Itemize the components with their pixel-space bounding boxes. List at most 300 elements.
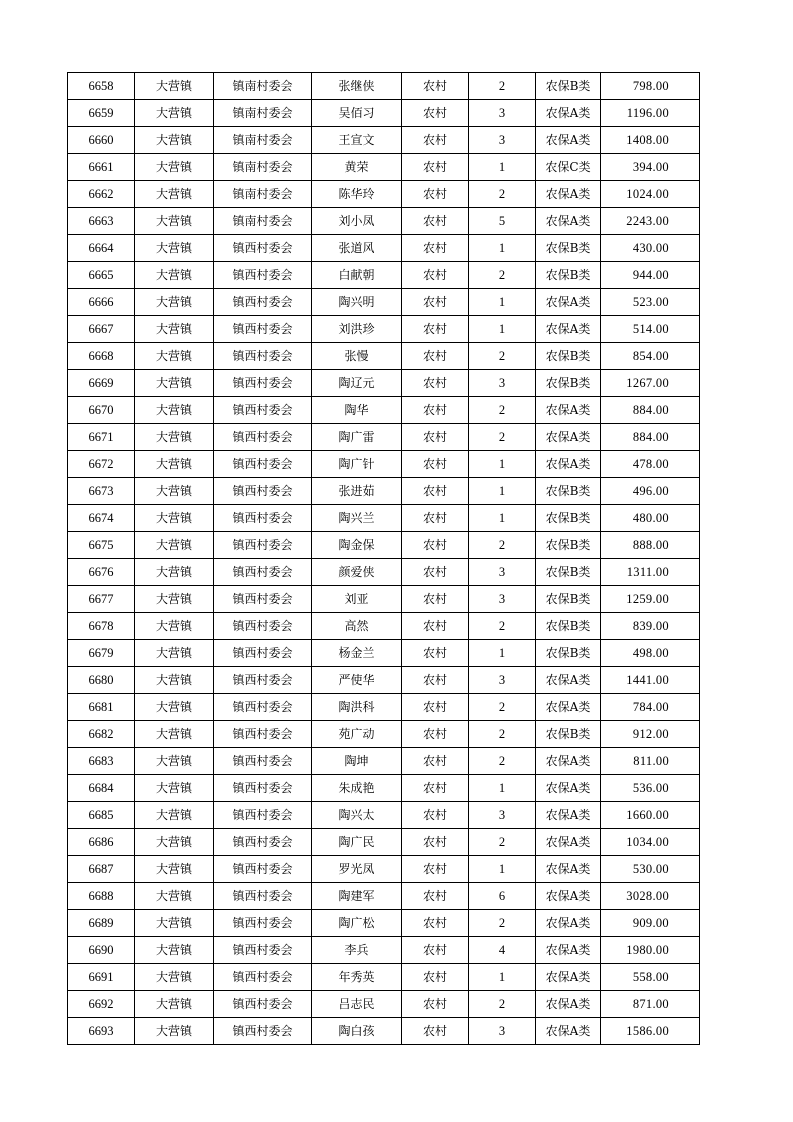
insurance-category-cell: 农保B类 [536, 640, 601, 667]
member-count-cell: 1 [469, 316, 536, 343]
name-cell: 陶广民 [312, 829, 402, 856]
record-id-cell: 6664 [68, 235, 135, 262]
town-cell: 大营镇 [135, 451, 214, 478]
member-count-cell: 2 [469, 694, 536, 721]
town-cell: 大营镇 [135, 424, 214, 451]
name-cell: 陶辽元 [312, 370, 402, 397]
village-committee-cell: 镇西村委会 [214, 856, 312, 883]
record-id-cell: 6679 [68, 640, 135, 667]
insurance-category-cell: 农保A类 [536, 856, 601, 883]
member-count-cell: 2 [469, 397, 536, 424]
household-type-cell: 农村 [402, 694, 469, 721]
member-count-cell: 3 [469, 100, 536, 127]
household-type-cell: 农村 [402, 721, 469, 748]
record-id-cell: 6680 [68, 667, 135, 694]
village-committee-cell: 镇西村委会 [214, 802, 312, 829]
insurance-category-cell: 农保A类 [536, 1018, 601, 1045]
village-committee-cell: 镇西村委会 [214, 694, 312, 721]
record-id-cell: 6689 [68, 910, 135, 937]
table-row [68, 748, 700, 775]
household-type-cell: 农村 [402, 451, 469, 478]
village-committee-cell: 镇西村委会 [214, 586, 312, 613]
member-count-cell: 2 [469, 613, 536, 640]
town-cell: 大营镇 [135, 100, 214, 127]
town-cell: 大营镇 [135, 856, 214, 883]
member-count-cell: 1 [469, 235, 536, 262]
town-cell: 大营镇 [135, 127, 214, 154]
town-cell: 大营镇 [135, 883, 214, 910]
member-count-cell: 1 [469, 640, 536, 667]
village-committee-cell: 镇西村委会 [214, 559, 312, 586]
member-count-cell: 1 [469, 451, 536, 478]
town-cell: 大营镇 [135, 316, 214, 343]
name-cell: 高然 [312, 613, 402, 640]
table-row [68, 154, 700, 181]
village-committee-cell: 镇西村委会 [214, 532, 312, 559]
table-row [68, 694, 700, 721]
amount-cell: 394.00 [601, 154, 700, 181]
town-cell: 大营镇 [135, 964, 214, 991]
record-id-cell: 6692 [68, 991, 135, 1018]
household-type-cell: 农村 [402, 208, 469, 235]
name-cell: 朱成艳 [312, 775, 402, 802]
village-committee-cell: 镇南村委会 [214, 73, 312, 100]
village-committee-cell: 镇西村委会 [214, 289, 312, 316]
amount-cell: 839.00 [601, 613, 700, 640]
insurance-category-cell: 农保A类 [536, 316, 601, 343]
name-cell: 陶华 [312, 397, 402, 424]
household-type-cell: 农村 [402, 424, 469, 451]
village-committee-cell: 镇西村委会 [214, 424, 312, 451]
town-cell: 大营镇 [135, 181, 214, 208]
village-committee-cell: 镇西村委会 [214, 829, 312, 856]
name-cell: 刘洪珍 [312, 316, 402, 343]
amount-cell: 1196.00 [601, 100, 700, 127]
household-type-cell: 农村 [402, 856, 469, 883]
member-count-cell: 3 [469, 667, 536, 694]
insurance-category-cell: 农保A类 [536, 748, 601, 775]
town-cell: 大营镇 [135, 991, 214, 1018]
insurance-category-cell: 农保B类 [536, 73, 601, 100]
member-count-cell: 2 [469, 343, 536, 370]
table-row [68, 397, 700, 424]
table-row [68, 208, 700, 235]
household-type-cell: 农村 [402, 667, 469, 694]
record-id-cell: 6670 [68, 397, 135, 424]
amount-cell: 480.00 [601, 505, 700, 532]
table-row [68, 370, 700, 397]
record-id-cell: 6686 [68, 829, 135, 856]
name-cell: 杨金兰 [312, 640, 402, 667]
table-row [68, 802, 700, 829]
village-committee-cell: 镇西村委会 [214, 613, 312, 640]
amount-cell: 1034.00 [601, 829, 700, 856]
name-cell: 李兵 [312, 937, 402, 964]
table-row [68, 100, 700, 127]
village-committee-cell: 镇西村委会 [214, 937, 312, 964]
member-count-cell: 2 [469, 748, 536, 775]
member-count-cell: 1 [469, 964, 536, 991]
village-committee-cell: 镇西村委会 [214, 343, 312, 370]
insurance-category-cell: 农保B类 [536, 505, 601, 532]
amount-cell: 3028.00 [601, 883, 700, 910]
insurance-category-cell: 农保A类 [536, 667, 601, 694]
table-row [68, 262, 700, 289]
household-type-cell: 农村 [402, 181, 469, 208]
household-type-cell: 农村 [402, 397, 469, 424]
table-row [68, 640, 700, 667]
town-cell: 大营镇 [135, 613, 214, 640]
member-count-cell: 3 [469, 370, 536, 397]
member-count-cell: 2 [469, 829, 536, 856]
name-cell: 陈华玲 [312, 181, 402, 208]
household-type-cell: 农村 [402, 127, 469, 154]
household-type-cell: 农村 [402, 775, 469, 802]
amount-cell: 430.00 [601, 235, 700, 262]
insurance-category-cell: 农保B类 [536, 586, 601, 613]
village-committee-cell: 镇南村委会 [214, 127, 312, 154]
table-row [68, 532, 700, 559]
village-committee-cell: 镇南村委会 [214, 181, 312, 208]
household-type-cell: 农村 [402, 100, 469, 127]
amount-cell: 784.00 [601, 694, 700, 721]
table-row [68, 883, 700, 910]
village-committee-cell: 镇南村委会 [214, 154, 312, 181]
village-committee-cell: 镇西村委会 [214, 640, 312, 667]
name-cell: 王宣文 [312, 127, 402, 154]
insurance-category-cell: 农保C类 [536, 154, 601, 181]
household-type-cell: 农村 [402, 559, 469, 586]
table-row [68, 856, 700, 883]
village-committee-cell: 镇西村委会 [214, 505, 312, 532]
household-type-cell: 农村 [402, 910, 469, 937]
name-cell: 陶兴太 [312, 802, 402, 829]
household-type-cell: 农村 [402, 289, 469, 316]
household-type-cell: 农村 [402, 991, 469, 1018]
town-cell: 大营镇 [135, 829, 214, 856]
table-row [68, 235, 700, 262]
record-id-cell: 6673 [68, 478, 135, 505]
town-cell: 大营镇 [135, 910, 214, 937]
insurance-category-cell: 农保B类 [536, 478, 601, 505]
household-type-cell: 农村 [402, 154, 469, 181]
record-id-cell: 6691 [68, 964, 135, 991]
table-body [68, 73, 700, 1045]
member-count-cell: 2 [469, 532, 536, 559]
insurance-category-cell: 农保A类 [536, 208, 601, 235]
town-cell: 大营镇 [135, 289, 214, 316]
member-count-cell: 4 [469, 937, 536, 964]
amount-cell: 854.00 [601, 343, 700, 370]
record-id-cell: 6665 [68, 262, 135, 289]
town-cell: 大营镇 [135, 235, 214, 262]
amount-cell: 498.00 [601, 640, 700, 667]
member-count-cell: 1 [469, 505, 536, 532]
town-cell: 大营镇 [135, 559, 214, 586]
record-id-cell: 6690 [68, 937, 135, 964]
insurance-category-cell: 农保A类 [536, 802, 601, 829]
amount-cell: 496.00 [601, 478, 700, 505]
member-count-cell: 1 [469, 856, 536, 883]
table-row [68, 451, 700, 478]
household-type-cell: 农村 [402, 505, 469, 532]
table-row [68, 964, 700, 991]
village-committee-cell: 镇西村委会 [214, 883, 312, 910]
household-type-cell: 农村 [402, 613, 469, 640]
household-type-cell: 农村 [402, 262, 469, 289]
town-cell: 大营镇 [135, 208, 214, 235]
village-committee-cell: 镇西村委会 [214, 397, 312, 424]
amount-cell: 1980.00 [601, 937, 700, 964]
amount-cell: 536.00 [601, 775, 700, 802]
town-cell: 大营镇 [135, 343, 214, 370]
town-cell: 大营镇 [135, 505, 214, 532]
name-cell: 严使华 [312, 667, 402, 694]
name-cell: 年秀英 [312, 964, 402, 991]
name-cell: 张道风 [312, 235, 402, 262]
name-cell: 苑广动 [312, 721, 402, 748]
name-cell: 陶广松 [312, 910, 402, 937]
amount-cell: 478.00 [601, 451, 700, 478]
insurance-category-cell: 农保B类 [536, 343, 601, 370]
record-id-cell: 6677 [68, 586, 135, 613]
town-cell: 大营镇 [135, 802, 214, 829]
record-id-cell: 6671 [68, 424, 135, 451]
household-type-cell: 农村 [402, 586, 469, 613]
table-row [68, 505, 700, 532]
town-cell: 大营镇 [135, 694, 214, 721]
insurance-category-cell: 农保A类 [536, 775, 601, 802]
name-cell: 颜爱侠 [312, 559, 402, 586]
town-cell: 大营镇 [135, 397, 214, 424]
town-cell: 大营镇 [135, 937, 214, 964]
household-type-cell: 农村 [402, 532, 469, 559]
member-count-cell: 6 [469, 883, 536, 910]
member-count-cell: 3 [469, 559, 536, 586]
household-type-cell: 农村 [402, 937, 469, 964]
household-type-cell: 农村 [402, 73, 469, 100]
insurance-category-cell: 农保A类 [536, 910, 601, 937]
village-committee-cell: 镇南村委会 [214, 100, 312, 127]
village-committee-cell: 镇西村委会 [214, 991, 312, 1018]
insurance-category-cell: 农保A类 [536, 937, 601, 964]
table-row [68, 1018, 700, 1045]
insurance-category-cell: 农保B类 [536, 262, 601, 289]
record-id-cell: 6682 [68, 721, 135, 748]
member-count-cell: 2 [469, 910, 536, 937]
table-row [68, 343, 700, 370]
insurance-category-cell: 农保A类 [536, 694, 601, 721]
amount-cell: 884.00 [601, 397, 700, 424]
insurance-category-cell: 农保B类 [536, 370, 601, 397]
table-row [68, 478, 700, 505]
member-count-cell: 2 [469, 181, 536, 208]
record-id-cell: 6659 [68, 100, 135, 127]
member-count-cell: 3 [469, 586, 536, 613]
table-row [68, 667, 700, 694]
name-cell: 吕志民 [312, 991, 402, 1018]
town-cell: 大营镇 [135, 748, 214, 775]
insurance-category-cell: 农保A类 [536, 397, 601, 424]
town-cell: 大营镇 [135, 640, 214, 667]
amount-cell: 1660.00 [601, 802, 700, 829]
town-cell: 大营镇 [135, 262, 214, 289]
household-type-cell: 农村 [402, 640, 469, 667]
record-id-cell: 6661 [68, 154, 135, 181]
household-type-cell: 农村 [402, 478, 469, 505]
household-type-cell: 农村 [402, 235, 469, 262]
insurance-category-cell: 农保A类 [536, 991, 601, 1018]
name-cell: 陶广雷 [312, 424, 402, 451]
name-cell: 陶洪科 [312, 694, 402, 721]
member-count-cell: 2 [469, 721, 536, 748]
name-cell: 刘亚 [312, 586, 402, 613]
insurance-category-cell: 农保A类 [536, 127, 601, 154]
insurance-category-cell: 农保B类 [536, 532, 601, 559]
member-count-cell: 2 [469, 73, 536, 100]
table-row [68, 316, 700, 343]
insurance-category-cell: 农保A类 [536, 100, 601, 127]
table-row [68, 181, 700, 208]
household-type-cell: 农村 [402, 343, 469, 370]
name-cell: 黄荣 [312, 154, 402, 181]
record-id-cell: 6688 [68, 883, 135, 910]
town-cell: 大营镇 [135, 667, 214, 694]
town-cell: 大营镇 [135, 370, 214, 397]
village-committee-cell: 镇西村委会 [214, 775, 312, 802]
village-committee-cell: 镇西村委会 [214, 667, 312, 694]
table-row [68, 73, 700, 100]
name-cell: 陶广针 [312, 451, 402, 478]
insurance-category-cell: 农保B类 [536, 235, 601, 262]
table-row [68, 721, 700, 748]
amount-cell: 530.00 [601, 856, 700, 883]
table-row [68, 613, 700, 640]
record-id-cell: 6684 [68, 775, 135, 802]
table-row [68, 910, 700, 937]
record-id-cell: 6660 [68, 127, 135, 154]
table-row [68, 559, 700, 586]
member-count-cell: 3 [469, 1018, 536, 1045]
amount-cell: 558.00 [601, 964, 700, 991]
amount-cell: 1441.00 [601, 667, 700, 694]
table-row [68, 829, 700, 856]
amount-cell: 944.00 [601, 262, 700, 289]
insurance-category-cell: 农保A类 [536, 289, 601, 316]
amount-cell: 2243.00 [601, 208, 700, 235]
amount-cell: 1586.00 [601, 1018, 700, 1045]
amount-cell: 1259.00 [601, 586, 700, 613]
record-id-cell: 6681 [68, 694, 135, 721]
record-id-cell: 6668 [68, 343, 135, 370]
amount-cell: 884.00 [601, 424, 700, 451]
household-type-cell: 农村 [402, 748, 469, 775]
name-cell: 陶兴兰 [312, 505, 402, 532]
amount-cell: 1311.00 [601, 559, 700, 586]
record-id-cell: 6676 [68, 559, 135, 586]
table-row [68, 775, 700, 802]
name-cell: 张慢 [312, 343, 402, 370]
table-row [68, 937, 700, 964]
insurance-category-cell: 农保A类 [536, 181, 601, 208]
insurance-category-cell: 农保A类 [536, 964, 601, 991]
village-committee-cell: 镇西村委会 [214, 451, 312, 478]
name-cell: 吴佰习 [312, 100, 402, 127]
member-count-cell: 3 [469, 802, 536, 829]
record-id-cell: 6687 [68, 856, 135, 883]
insurance-category-cell: 农保A类 [536, 883, 601, 910]
town-cell: 大营镇 [135, 154, 214, 181]
amount-cell: 523.00 [601, 289, 700, 316]
amount-cell: 811.00 [601, 748, 700, 775]
town-cell: 大营镇 [135, 1018, 214, 1045]
insurance-category-cell: 农保B类 [536, 559, 601, 586]
member-count-cell: 2 [469, 991, 536, 1018]
record-id-cell: 6658 [68, 73, 135, 100]
table-row [68, 289, 700, 316]
member-count-cell: 1 [469, 478, 536, 505]
record-id-cell: 6683 [68, 748, 135, 775]
amount-cell: 1267.00 [601, 370, 700, 397]
household-type-cell: 农村 [402, 316, 469, 343]
town-cell: 大营镇 [135, 775, 214, 802]
record-id-cell: 6669 [68, 370, 135, 397]
record-id-cell: 6675 [68, 532, 135, 559]
table-row [68, 424, 700, 451]
household-type-cell: 农村 [402, 883, 469, 910]
village-committee-cell: 镇西村委会 [214, 748, 312, 775]
name-cell: 张继侠 [312, 73, 402, 100]
benefit-table [67, 72, 700, 1045]
record-id-cell: 6693 [68, 1018, 135, 1045]
village-committee-cell: 镇西村委会 [214, 1018, 312, 1045]
table-row [68, 586, 700, 613]
town-cell: 大营镇 [135, 721, 214, 748]
member-count-cell: 1 [469, 775, 536, 802]
record-id-cell: 6672 [68, 451, 135, 478]
insurance-category-cell: 农保A类 [536, 829, 601, 856]
village-committee-cell: 镇西村委会 [214, 316, 312, 343]
amount-cell: 909.00 [601, 910, 700, 937]
record-id-cell: 6678 [68, 613, 135, 640]
table-row [68, 991, 700, 1018]
name-cell: 张进茹 [312, 478, 402, 505]
amount-cell: 798.00 [601, 73, 700, 100]
name-cell: 陶白孩 [312, 1018, 402, 1045]
table-row [68, 127, 700, 154]
member-count-cell: 1 [469, 154, 536, 181]
amount-cell: 871.00 [601, 991, 700, 1018]
household-type-cell: 农村 [402, 370, 469, 397]
record-id-cell: 6662 [68, 181, 135, 208]
name-cell: 罗光凤 [312, 856, 402, 883]
member-count-cell: 3 [469, 127, 536, 154]
record-id-cell: 6663 [68, 208, 135, 235]
household-type-cell: 农村 [402, 802, 469, 829]
insurance-category-cell: 农保A类 [536, 451, 601, 478]
member-count-cell: 5 [469, 208, 536, 235]
insurance-category-cell: 农保A类 [536, 424, 601, 451]
household-type-cell: 农村 [402, 829, 469, 856]
name-cell: 陶坤 [312, 748, 402, 775]
record-id-cell: 6674 [68, 505, 135, 532]
town-cell: 大营镇 [135, 73, 214, 100]
amount-cell: 912.00 [601, 721, 700, 748]
town-cell: 大营镇 [135, 478, 214, 505]
village-committee-cell: 镇西村委会 [214, 910, 312, 937]
name-cell: 刘小凤 [312, 208, 402, 235]
member-count-cell: 2 [469, 424, 536, 451]
